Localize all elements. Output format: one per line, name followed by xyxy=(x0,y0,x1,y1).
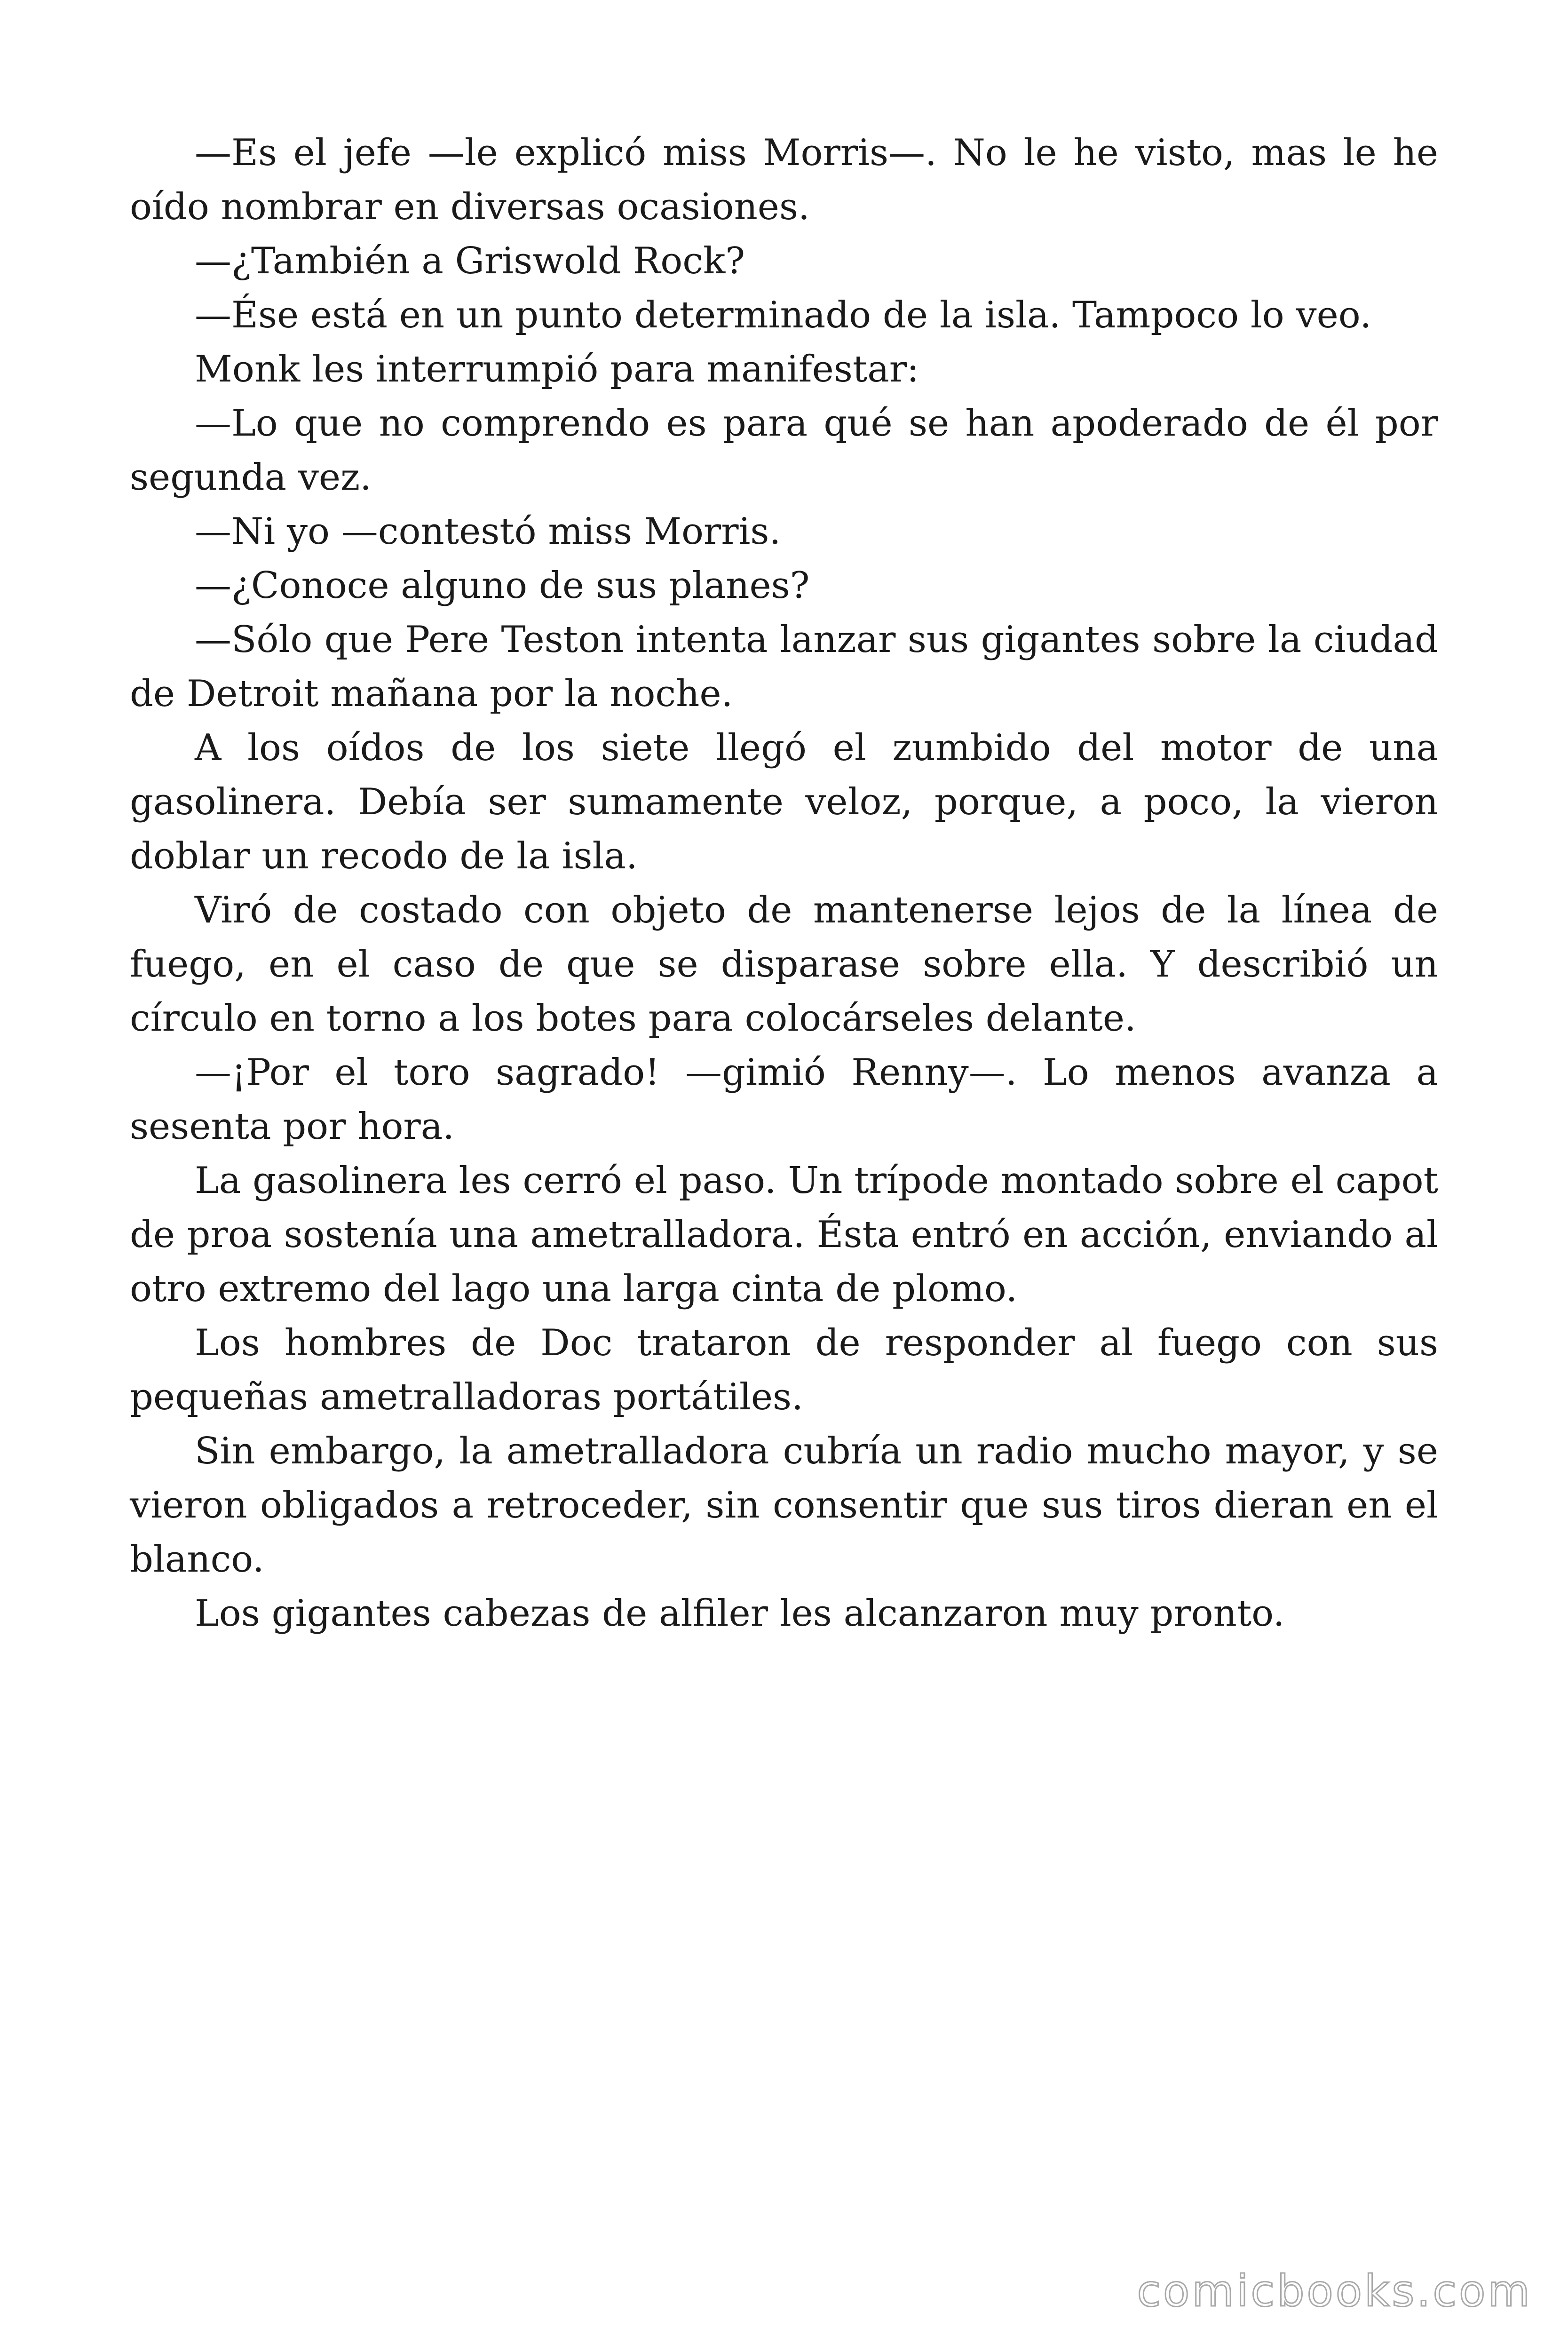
paragraph-13: Los hombres de Doc trataron de responder al fuego con sus pequeñas ametralladoras portátiles. xyxy=(130,1322,1438,1418)
paragraph-15: Los gigantes cabezas de alfiler les alcanzaron muy pronto. xyxy=(195,1592,1285,1635)
paragraph-11: —¡Por el toro sagrado! —gimió Renny—. Lo menos avanza a sesenta por hora. xyxy=(130,1051,1438,1148)
paragraph-6: —Ni yo —contestó miss Morris. xyxy=(195,510,781,553)
paragraph-14: Sin embargo, la ametralladora cubría un radio mucho mayor, y se vieron obligados a retroceder, sin consentir que sus tiros dieran en el blanco. xyxy=(130,1430,1438,1581)
paragraph-2: —¿También a Griswold Rock? xyxy=(195,240,745,282)
body-text xyxy=(130,126,1438,1641)
paragraph-7: —¿Conoce alguno de sus planes? xyxy=(195,564,810,607)
paragraph-5: —Lo que no comprendo es para qué se han apoderado de él por segunda vez. xyxy=(130,402,1438,499)
paragraph-1: —Es el jefe —le explicó miss Morris—. No le he visto, mas le he oído nombrar en diversas ocasiones. xyxy=(130,132,1438,228)
paragraph-4: Monk les interrumpió para manifestar: xyxy=(195,348,919,390)
paragraph-9: A los oídos de los siete llegó el zumbido del motor de una gasolinera. Debía ser sumamente veloz, porque, a poco, la vieron doblar un recodo de la isla. xyxy=(130,727,1438,877)
paragraph-10: Viró de costado con objeto de mantenerse lejos de la línea de fuego, en el caso de que se disparase sobre ella. Y describió un círculo en torno a los botes para colocárseles delante. xyxy=(130,889,1438,1040)
watermark: comicbooks.com xyxy=(1137,2266,1532,2316)
paragraph-8: —Sólo que Pere Teston intenta lanzar sus gigantes sobre la ciudad de Detroit mañana por la noche. xyxy=(130,619,1438,715)
paragraph-3: —Ése está en un punto determinado de la isla. Tampoco lo veo. xyxy=(195,294,1372,336)
paragraph-12: La gasolinera les cerró el paso. Un trípode montado sobre el capot de proa sostenía una ametralladora. Ésta entró en acción, enviando al otro extremo del lago una larga cinta de plomo. xyxy=(130,1160,1438,1310)
